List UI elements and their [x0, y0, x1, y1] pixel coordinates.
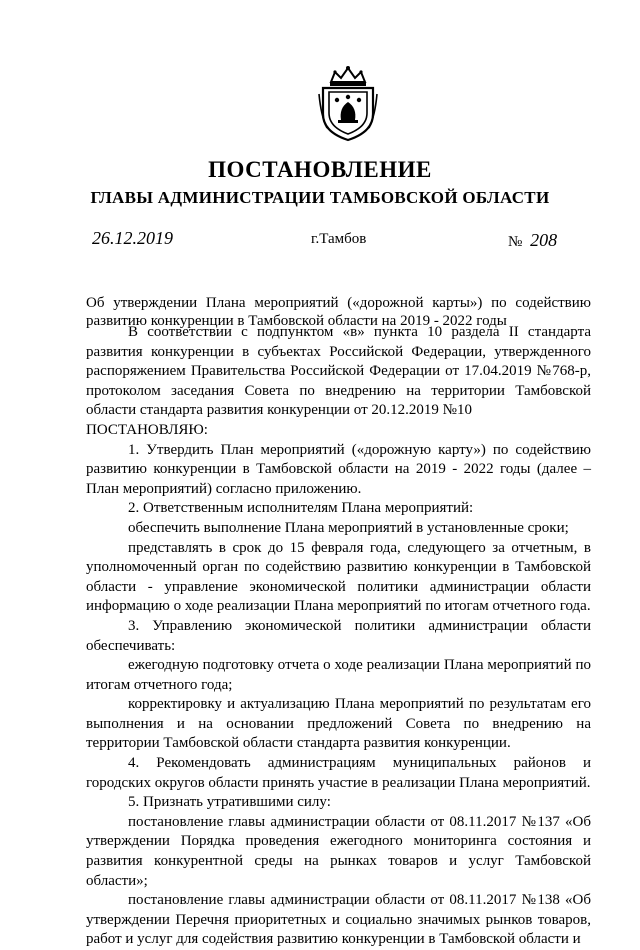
paragraph: обеспечить выполнение Плана мероприятий в установленные сроки;: [128, 519, 569, 536]
paragraph: 5. Признать утратившими силу:: [128, 794, 331, 811]
paragraph: 3. Управлению экономической политики администрации области обеспечивать:: [86, 617, 591, 654]
paragraph: корректировку и актуализацию Плана мероприятий по результатам его выполнения и на основании предложений Совета по внедрению на территории Тамбовской области стандарта развития конкуренции.: [86, 696, 591, 752]
number-label: №: [508, 234, 523, 250]
paragraph: ПОСТАНОВЛЯЮ:: [86, 421, 208, 438]
coat-of-arms-icon: [317, 64, 379, 142]
paragraph: представлять в срок до 15 февраля года, следующего за отчетным, в уполномоченный орган по содействию развитию конкуренции в Тамбовской области - управление экономической политики администрации области информацию о ходе реализации Плана мероприятий по итогам отчетного года.: [86, 539, 591, 615]
document-body: [86, 323, 591, 950]
number-value: 208: [530, 230, 558, 250]
paragraph: постановление главы администрации области от 08.11.2017 №137 «Об утверждении Порядка проведения ежегодного мониторинга состояния и развития конкурентной среды на рынках товаров и услуг Тамбовской области»;: [86, 813, 591, 889]
paragraph: В соответствии с подпунктом «в» пункта 10 раздела II стандарта развития конкуренции в субъектах Российской Федерации, утвержденного распоряжением Правительства Российской Федерации от 17.04.2019 №768-р, протоколом заседания Совета по внедрению на территории Тамбовской области стандарта развития конкуренции от 20.12.2019 №10: [86, 324, 591, 419]
document-title: ПОСТАНОВЛЕНИЕ: [208, 157, 432, 182]
document-subject: Об утверждении Плана мероприятий («дорожной карты») по содействию развитию конкуренции в Тамбовской области на 2019 - 2022 годы: [86, 295, 591, 329]
paragraph: ежегодную подготовку отчета о ходе реализации Плана мероприятий по итогам отчетного года;: [86, 657, 591, 693]
document-subtitle: ГЛАВЫ АДМИНИСТРАЦИИ ТАМБОВСКОЙ ОБЛАСТИ: [90, 188, 550, 207]
document-date: 26.12.2019: [92, 228, 173, 248]
paragraph: 2. Ответственным исполнителям Плана мероприятий:: [128, 500, 474, 517]
document-number: [508, 230, 557, 251]
paragraph: 1. Утвердить План мероприятий («дорожную карту») по содействию развитию конкуренции в Тамбовской области на 2019 - 2022 годы (далее – План мероприятий) согласно приложению.: [86, 441, 591, 497]
paragraph: 4. Рекомендовать администрациям муниципальных районов и городских округов области принять участие в реализации Плана мероприятий.: [86, 755, 591, 791]
document-meta: [86, 230, 586, 254]
paragraph: постановление главы администрации области от 08.11.2017 №138 «Об утверждении Перечня приоритетных и социально значимых рынков товаров, работ и услуг для содействия развитию конкуренции в Тамбовской области и: [86, 892, 591, 948]
document-city: г.Тамбов: [311, 231, 367, 247]
